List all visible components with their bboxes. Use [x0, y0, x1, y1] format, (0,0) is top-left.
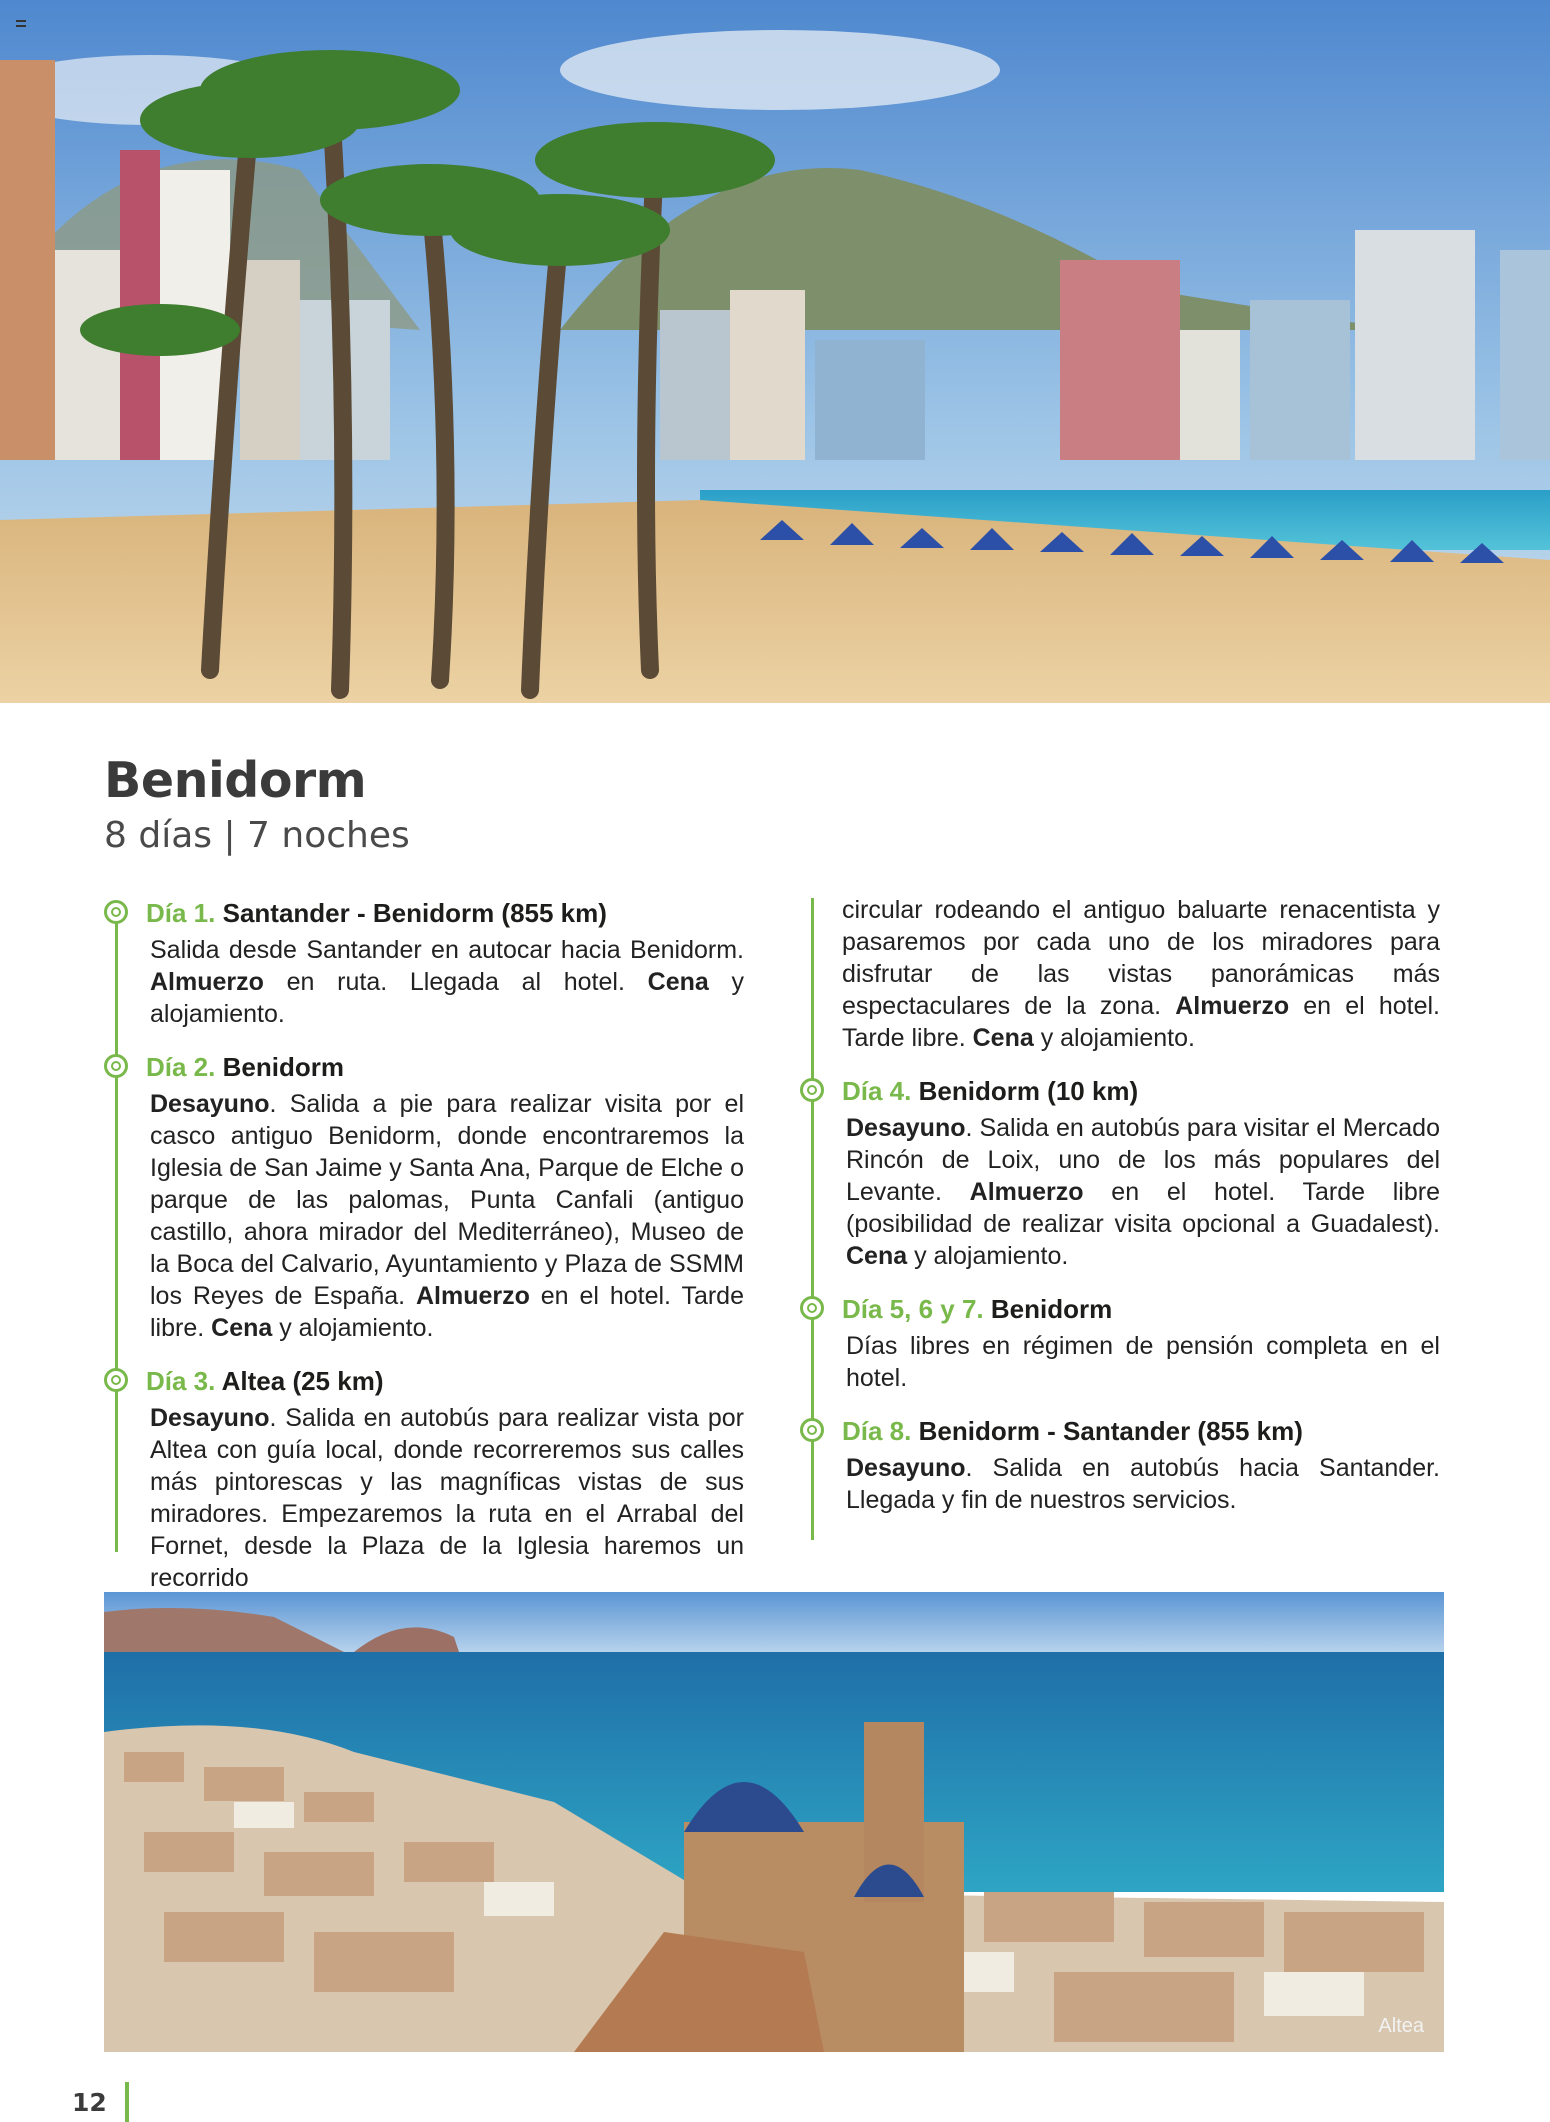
- altea-photo-illustration: [104, 1592, 1444, 2052]
- day-description: [846, 1112, 1440, 1272]
- day-heading: [842, 1074, 1440, 1108]
- text-segment: . Salida en autobús hacia Santander. Llegada y fin de nuestros servicios.: [846, 1454, 1440, 1514]
- page-number: 12: [72, 2088, 107, 2117]
- day-description: [150, 1088, 744, 1344]
- text-segment: . Salida a pie para realizar visita por el casco antiguo Benidorm, donde encontraremos la Iglesia de San Jaime y Santa Ana, Parque de Elche o parque de las palomas, Punta Canfali (antiguo castillo, ahora mirador del Mediterráneo), Museo de la Boca del Calvario, Ayuntamiento y Plaza de SSMM los Reyes de España.: [150, 1090, 744, 1310]
- day-heading: [146, 1364, 744, 1398]
- itinerary-day-2: [104, 1050, 744, 1344]
- bold-keyword: Cena: [647, 968, 709, 996]
- itinerary-day-5-6-7: [800, 1292, 1440, 1394]
- page-number-divider: [125, 2082, 129, 2122]
- itinerary-day-1: [104, 896, 744, 1030]
- page-title: Benidorm: [104, 752, 367, 809]
- day-description: [846, 1452, 1440, 1516]
- day-heading: [146, 896, 744, 930]
- bold-keyword: Almuerzo: [969, 1178, 1084, 1206]
- day-route: Benidorm: [990, 1294, 1113, 1324]
- day-description: [846, 1330, 1440, 1394]
- bold-keyword: Almuerzo: [415, 1282, 530, 1310]
- bold-keyword: Almuerzo: [1175, 992, 1290, 1020]
- day-marker-icon: [104, 1368, 128, 1392]
- day-marker-icon: [800, 1418, 824, 1442]
- hero-photo-benidorm: [0, 0, 1550, 703]
- beach-photo-illustration: [0, 0, 1550, 703]
- day-description: [150, 1402, 744, 1594]
- bold-keyword: Cena: [211, 1314, 273, 1342]
- text-segment: en el hotel. Tarde libre.: [842, 992, 1440, 1052]
- day-marker-icon: [800, 1078, 824, 1102]
- bold-keyword: Desayuno: [150, 1404, 270, 1432]
- text-segment: en el hotel. Tarde libre (posibilidad de realizar visita opcional a Guadalest).: [846, 1178, 1440, 1238]
- menu-icon[interactable]: [16, 20, 26, 27]
- text-segment: Días libres en régimen de pensión completa en el hotel.: [846, 1332, 1440, 1392]
- day-heading: [146, 1050, 744, 1084]
- day-label: Día 4.: [842, 1076, 912, 1106]
- itinerary-day-3: [104, 1364, 744, 1594]
- text-segment: y alojamiento.: [150, 968, 744, 1028]
- day-label: Día 1.: [146, 898, 216, 928]
- itinerary-right-column: [800, 894, 1440, 1516]
- day-marker-icon: [104, 1054, 128, 1078]
- text-segment: Salida desde Santander en autocar hacia Benidorm.: [150, 936, 744, 964]
- bold-keyword: Almuerzo: [150, 968, 264, 996]
- day-route: Benidorm (10 km): [918, 1076, 1139, 1106]
- day-label: Día 8.: [842, 1416, 912, 1446]
- bold-keyword: Cena: [972, 1024, 1034, 1052]
- day-heading: [842, 1414, 1440, 1448]
- day-description: [150, 934, 744, 1030]
- text-segment: y alojamiento.: [272, 1314, 434, 1342]
- day-route: Benidorm - Santander (855 km): [918, 1416, 1303, 1446]
- day-3-continuation: [842, 894, 1440, 1054]
- text-segment: . Salida en autobús para realizar vista por Altea con guía local, donde recorreremos sus calles más pintorescas y las magníficas vistas de sus miradores. Empezaremos la ruta en el Arrabal del Fornet, desde la Plaza de la Iglesia haremos un recorrido: [150, 1404, 744, 1592]
- day-label: Día 5, 6 y 7.: [842, 1294, 984, 1324]
- text-segment: . Salida en autobús para visitar el Mercado Rincón de Loix, uno de los más populares del Levante.: [846, 1114, 1440, 1206]
- altea-photo: [104, 1592, 1444, 2052]
- text-segment: circular rodeando el antiguo baluarte renacentista y pasaremos por cada uno de los miradores para disfrutar de las vistas panorámicas más espectaculares de la zona.: [842, 896, 1440, 1020]
- trip-duration: 8 días | 7 noches: [104, 815, 410, 856]
- day-route: Altea (25 km): [221, 1366, 384, 1396]
- bold-keyword: Desayuno: [846, 1454, 966, 1482]
- day-label: Día 2.: [146, 1052, 216, 1082]
- day-heading: [842, 1292, 1440, 1326]
- text-segment: en el hotel. Tarde libre.: [150, 1282, 744, 1342]
- itinerary-day-4: [800, 1074, 1440, 1272]
- day-route: Santander - Benidorm (855 km): [222, 898, 607, 928]
- day-route: Benidorm: [222, 1052, 344, 1082]
- photo-caption: Altea: [1378, 2015, 1424, 2037]
- text-segment: y alojamiento.: [907, 1242, 1069, 1270]
- bold-keyword: Desayuno: [150, 1090, 270, 1118]
- day-marker-icon: [104, 900, 128, 924]
- text-segment: en ruta. Llegada al hotel.: [263, 968, 648, 996]
- itinerary-day-8: [800, 1414, 1440, 1516]
- itinerary-left-column: [104, 896, 744, 1594]
- bold-keyword: Cena: [846, 1242, 908, 1270]
- text-segment: y alojamiento.: [1033, 1024, 1195, 1052]
- bold-keyword: Desayuno: [846, 1114, 966, 1142]
- day-marker-icon: [800, 1296, 824, 1320]
- day-label: Día 3.: [146, 1366, 216, 1396]
